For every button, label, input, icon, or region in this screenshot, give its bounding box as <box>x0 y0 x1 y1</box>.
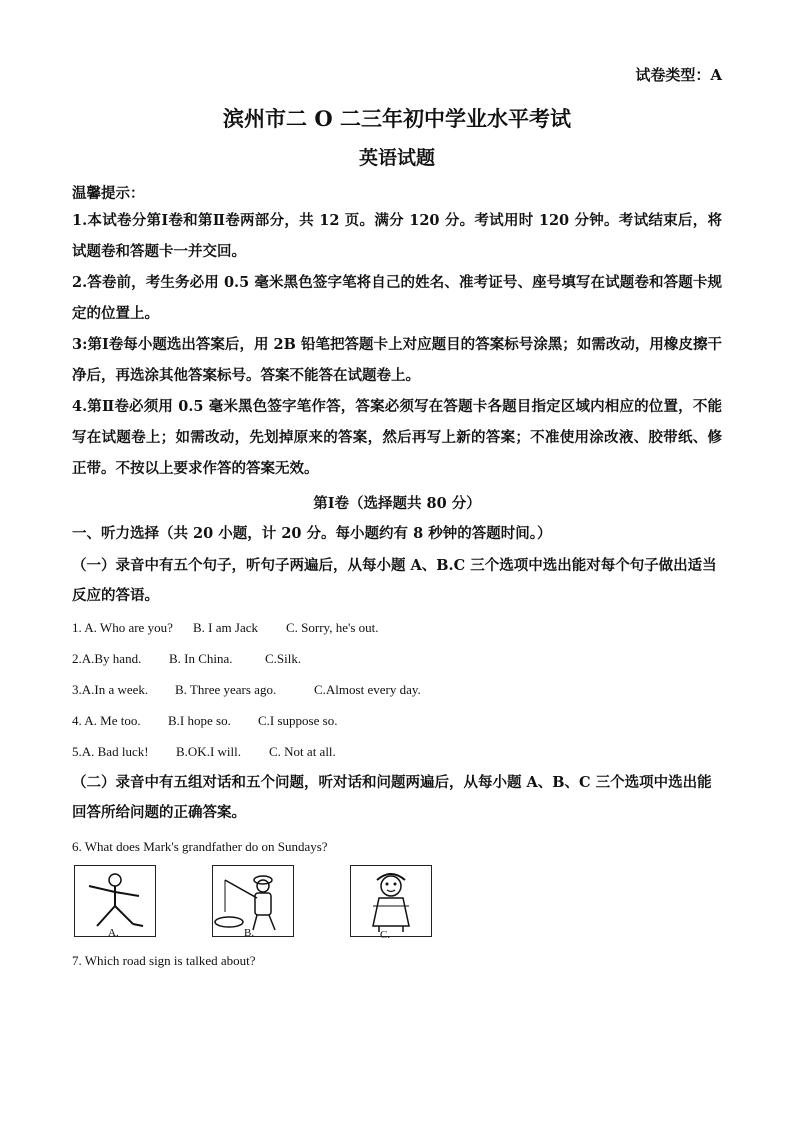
section-listening-heading: 一、听力选择（共 20 小题，计 20 分。每小题约有 8 秒钟的答题时间。） <box>72 525 552 542</box>
question-1 <box>72 620 379 636</box>
tip-item: 3:第Ⅰ卷每小题选出答案后，用 2B 铅笔把答题卡上对应题目的答案标号涂黑；如需改动，用橡皮擦干净后，再选涂其他答案标号。答案不能答在试题卷上。 <box>72 336 722 384</box>
tip-item: 4.第Ⅱ卷必须用 0.5 毫米黑色签字笔作答，答案必须写在答题卡各题目指定区域内相应的位置，不能写在试题卷上；如需改动，先划掉原来的答案，然后再写上新的答案；不准使用涂改液、胶带纸、修正带。不按以上要求作答的答案无效。 <box>72 398 722 477</box>
option-a: 4. A. Me too. <box>72 713 141 728</box>
part1-heading: 第Ⅰ卷（选择题共 80 分） <box>313 495 481 512</box>
option-a: 5.A. Bad luck! <box>72 744 149 759</box>
option-c: C.Almost every day. <box>314 682 421 697</box>
tips-heading: 温馨提示： <box>72 185 145 202</box>
tips-list <box>72 205 722 484</box>
option-b: B. Three years ago. <box>175 682 277 697</box>
option-a: 3.A.In a week. <box>72 682 149 697</box>
paper-type: 试卷类型：A <box>635 66 722 84</box>
question-5 <box>72 744 336 760</box>
picture-label-c: C. <box>380 929 391 941</box>
picture-label-a: A. <box>108 927 119 939</box>
option-c: C.Silk. <box>265 651 302 666</box>
picture-label-b: B. <box>244 927 255 939</box>
question-7: 7. Which road sign is talked about? <box>72 953 256 968</box>
option-b: B. In China. <box>169 651 233 666</box>
subsection-1-instructions: （一）录音中有五个句子，听句子两遍后，从每小题 A、B.C 三个选项中选出能对每个句子做出适当反应的答语。 <box>72 557 717 604</box>
tip-item: 1.本试卷分第Ⅰ卷和第Ⅱ卷两部分，共 12 页。满分 120 分。考试用时 120 分钟。考试结束后，将试题卷和答题卡一并交回。 <box>72 212 722 260</box>
question-6: 6. What does Mark's grandfather do on Sundays? <box>72 839 328 854</box>
question-6-pictures <box>74 865 444 943</box>
option-b: B.OK.I will. <box>176 744 241 759</box>
exam-title: 滨州市二 O 二三年初中学业水平考试 <box>223 106 571 131</box>
option-a: 1. A. Who are you? <box>72 620 173 635</box>
subject-title: 英语试题 <box>358 147 435 169</box>
option-c: C. Sorry, he's out. <box>286 620 379 635</box>
opera-mask-person-icon <box>350 865 432 937</box>
option-a: 2.A.By hand. <box>72 651 142 666</box>
question-2 <box>72 651 301 667</box>
subsection-2-instructions: （二）录音中有五组对话和五个问题，听对话和问题两遍后，从每小题 A、B、C 三个选项中选出能回答所给问题的正确答案。 <box>72 774 712 821</box>
option-c: C.I suppose so. <box>258 713 338 728</box>
option-b: B. I am Jack <box>193 620 258 635</box>
option-c: C. Not at all. <box>269 744 336 759</box>
question-3 <box>72 682 421 698</box>
question-4 <box>72 713 337 729</box>
tip-item: 2.答卷前，考生务必用 0.5 毫米黑色签字笔将自己的姓名、准考证号、座号填写在试题卷和答题卡规定的位置上。 <box>72 274 722 322</box>
option-b: B.I hope so. <box>168 713 231 728</box>
